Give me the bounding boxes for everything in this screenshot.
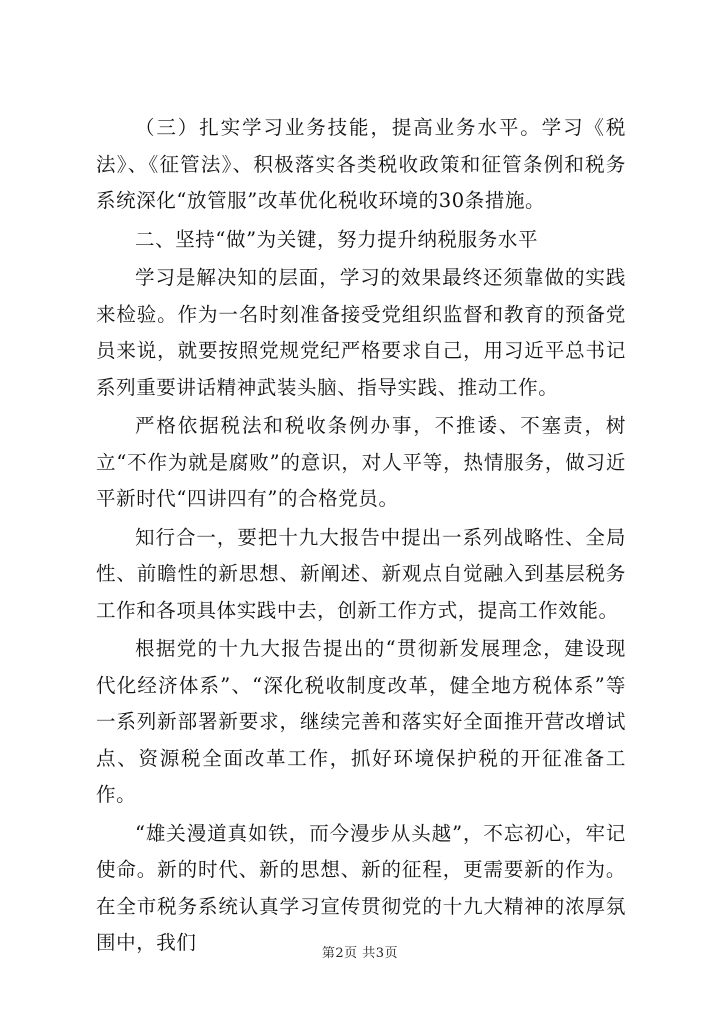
section-heading-two: 二、坚持“做”为关键，努力提升纳税服务水平 <box>135 227 539 251</box>
paragraph-learning-practice: 学习是解决知的层面，学习的效果最终还须靠做的实践来检验。作为一名时刻准备接受党组织监督和教育的预备党员来说，就要按照党规党纪严格要求自己，用习近平总书记系列重要讲话精神武装头脑、指导实践、推动工作。 <box>96 266 626 399</box>
paragraph-knowledge-action: 知行合一，要把十九大报告中提出一系列战略性、全局性、前瞻性的新思想、新阐述、新观点自觉融入到基层税务工作和各项具体实践中去，创新工作方式，提高工作效能。 <box>96 525 626 622</box>
document-body <box>96 110 626 964</box>
paragraph-strict-tax-law: 严格依据税法和税收条例办事，不推诿、不塞责，树立“不作为就是腐败”的意识，对人平等，热情服务，做习近平新时代“四讲四有”的合格党员。 <box>96 414 626 510</box>
paragraph-section-three: （三）扎实学习业务技能，提高业务水平。学习《税法》、《征管法》、积极落实各类税收政策和征管条例和税务系统深化“放管服”改革优化税收环境的30条措施。 <box>96 116 626 212</box>
paragraph-new-era: “雄关漫道真如铁，而今漫步从头越”，不忘初心，牢记使命。新的时代、新的思想、新的征程，更需要新的作为。在全市税务系统认真学习宣传贯彻党的十九大精神的浓厚氛围中，我们 <box>96 821 626 954</box>
page-footer: 第2页 共3页 <box>321 946 399 961</box>
paragraph-nineteenth-congress: 根据党的十九大报告提出的“贯彻新发展理念，建设现代化经济体系”、“深化税收制度改革，健全地方税体系”等一系列新部署新要求，继续完善和落实好全面推开营改增试点、资源税全面改革工作，抓好环境保护税的开征准备工作。 <box>96 637 626 806</box>
